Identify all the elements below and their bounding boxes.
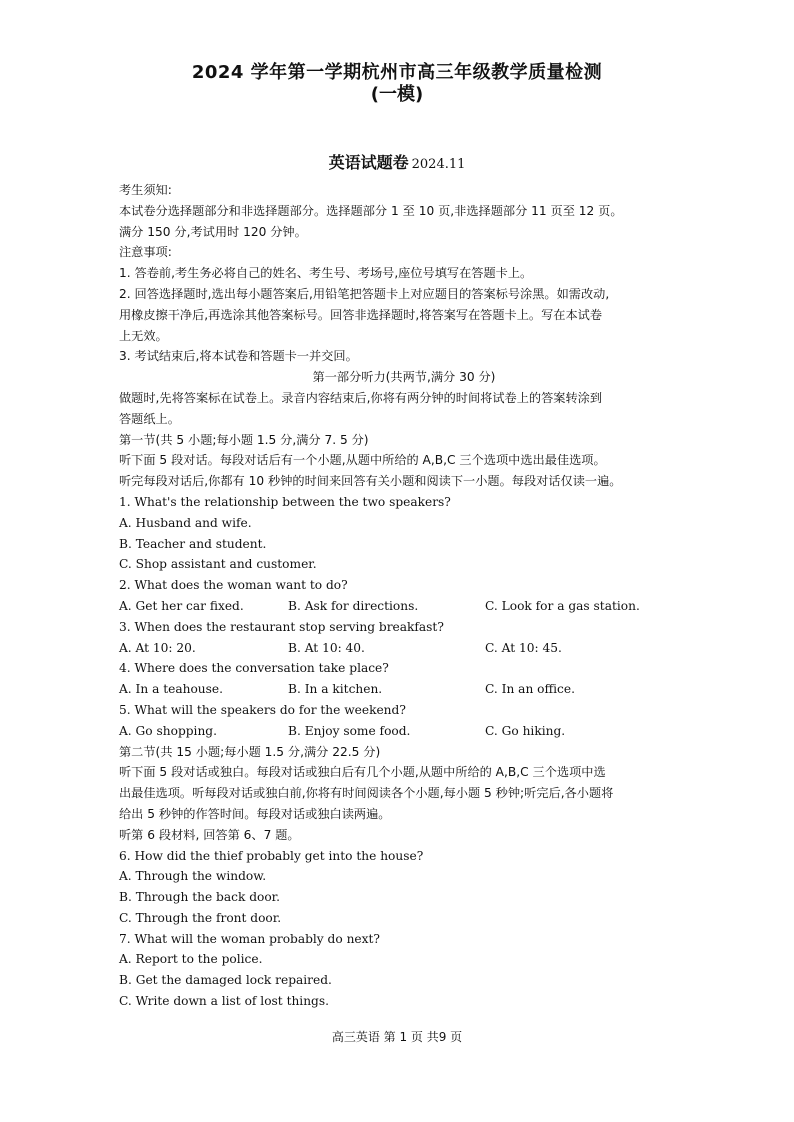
section1-title: 第一节(共 5 小题;每小题 1.5 分,满分 7. 5 分) (119, 432, 369, 447)
option-7c: C. Write down a list of lost things. (119, 994, 329, 1009)
material-6-heading: 听第 6 段材料, 回答第 6、7 题。 (119, 827, 300, 842)
option-2c: C. Look for a gas station. (485, 598, 640, 613)
attention-item: 用橡皮擦干净后,再选涂其他答案标号。回答非选择题时,将答案写在答题卡上。写在本试卷 (119, 307, 603, 322)
options-row-4 (119, 679, 689, 700)
page-footer: 高三英语 第 1 页 共9 页 (331, 1030, 463, 1044)
attention-heading: 注意事项: (119, 245, 172, 260)
exam-date: 2024.11 (411, 157, 466, 172)
option-1b: B. Teacher and student. (119, 536, 267, 551)
option-6a: A. Through the window. (119, 869, 267, 884)
notice-line: 本试卷分选择题部分和非选择题部分。选择题部分 1 至 10 页,非选择题部分 11 页至 12 页。 (119, 203, 623, 218)
options-row-2 (119, 596, 689, 617)
option-6c: C. Through the front door. (119, 910, 282, 925)
question-5: 5. What will the speakers do for the weekend? (119, 702, 406, 717)
part1-title: 第一部分听力(共两节,满分 30 分) (312, 370, 496, 385)
option-2a: A. Get her car fixed. (119, 598, 244, 613)
option-7a: A. Report to the police. (119, 952, 263, 967)
option-4a: A. In a teahouse. (119, 682, 223, 697)
section1-instructions: 听完每段对话后,你都有 10 秒钟的时间来回答有关小题和阅读下一小题。每段对话仅读一遍。 (119, 474, 622, 489)
attention-item: 3. 考试结束后,将本试卷和答题卡一并交回。 (119, 349, 358, 364)
section2-title: 第二节(共 15 小题;每小题 1.5 分,满分 22.5 分) (119, 744, 381, 759)
option-3c: C. At 10: 45. (485, 640, 562, 655)
attention-item: 2. 回答选择题时,选出每小题答案后,用铅笔把答题卡上对应题目的答案标号涂黑。如需改动, (119, 286, 610, 301)
exam-title: 2024 学年第一学期杭州市高三年级教学质量检测 (191, 62, 603, 83)
options-row-3 (119, 638, 689, 659)
option-3a: A. At 10: 20. (119, 640, 196, 655)
question-2: 2. What does the woman want to do? (119, 578, 348, 593)
option-7b: B. Get the damaged lock repaired. (119, 973, 332, 988)
notice-line: 满分 150 分,考试用时 120 分钟。 (119, 224, 307, 239)
question-6: 6. How did the thief probably get into the house? (119, 848, 424, 863)
question-7: 7. What will the woman probably do next? (119, 931, 380, 946)
section1-instructions: 听下面 5 段对话。每段对话后有一个小题,从题中所给的 A,B,C 三个选项中选出最佳选项。 (119, 453, 606, 468)
section2-instructions: 出最佳选项。听每段对话或独白前,你将有时间阅读各个小题,每小题 5 秒钟;听完后,各小题将 (119, 786, 614, 801)
part1-intro: 做题时,先将答案标在试卷上。录音内容结束后,你将有两分钟的时间将试卷上的答案转涂到 (119, 390, 603, 405)
subject-heading (0, 150, 794, 173)
section2-instructions: 给出 5 秒钟的作答时间。每段对话或独白读两遍。 (119, 806, 391, 821)
options-row-5 (119, 721, 689, 742)
option-5b: B. Enjoy some food. (288, 723, 411, 738)
option-6b: B. Through the back door. (119, 890, 281, 905)
part1-intro: 答题纸上。 (119, 411, 180, 426)
attention-item: 上无效。 (119, 328, 168, 343)
question-1: 1. What's the relationship between the two speakers? (119, 494, 451, 509)
question-3: 3. When does the restaurant stop serving breakfast? (119, 619, 444, 634)
exam-content (119, 180, 689, 1012)
option-1a: A. Husband and wife. (119, 515, 252, 530)
option-1c: C. Shop assistant and customer. (119, 557, 317, 572)
option-4c: C. In an office. (485, 682, 575, 697)
option-5a: A. Go shopping. (119, 723, 217, 738)
attention-item: 1. 答卷前,考生务必将自己的姓名、考生号、考场号,座位号填写在答题卡上。 (119, 266, 533, 281)
exam-subtitle: (一模) (370, 84, 424, 105)
option-3b: B. At 10: 40. (288, 640, 365, 655)
notice-heading: 考生须知: (119, 183, 172, 197)
question-4: 4. Where does the conversation take place? (119, 661, 389, 676)
section2-instructions: 听下面 5 段对话或独白。每段对话或独白后有几个小题,从题中所给的 A,B,C 三个选项中选 (119, 765, 606, 780)
option-5c: C. Go hiking. (485, 723, 566, 738)
option-2b: B. Ask for directions. (288, 598, 419, 613)
option-4b: B. In a kitchen. (288, 682, 383, 697)
subject-name: 英语试题卷 (328, 153, 409, 172)
